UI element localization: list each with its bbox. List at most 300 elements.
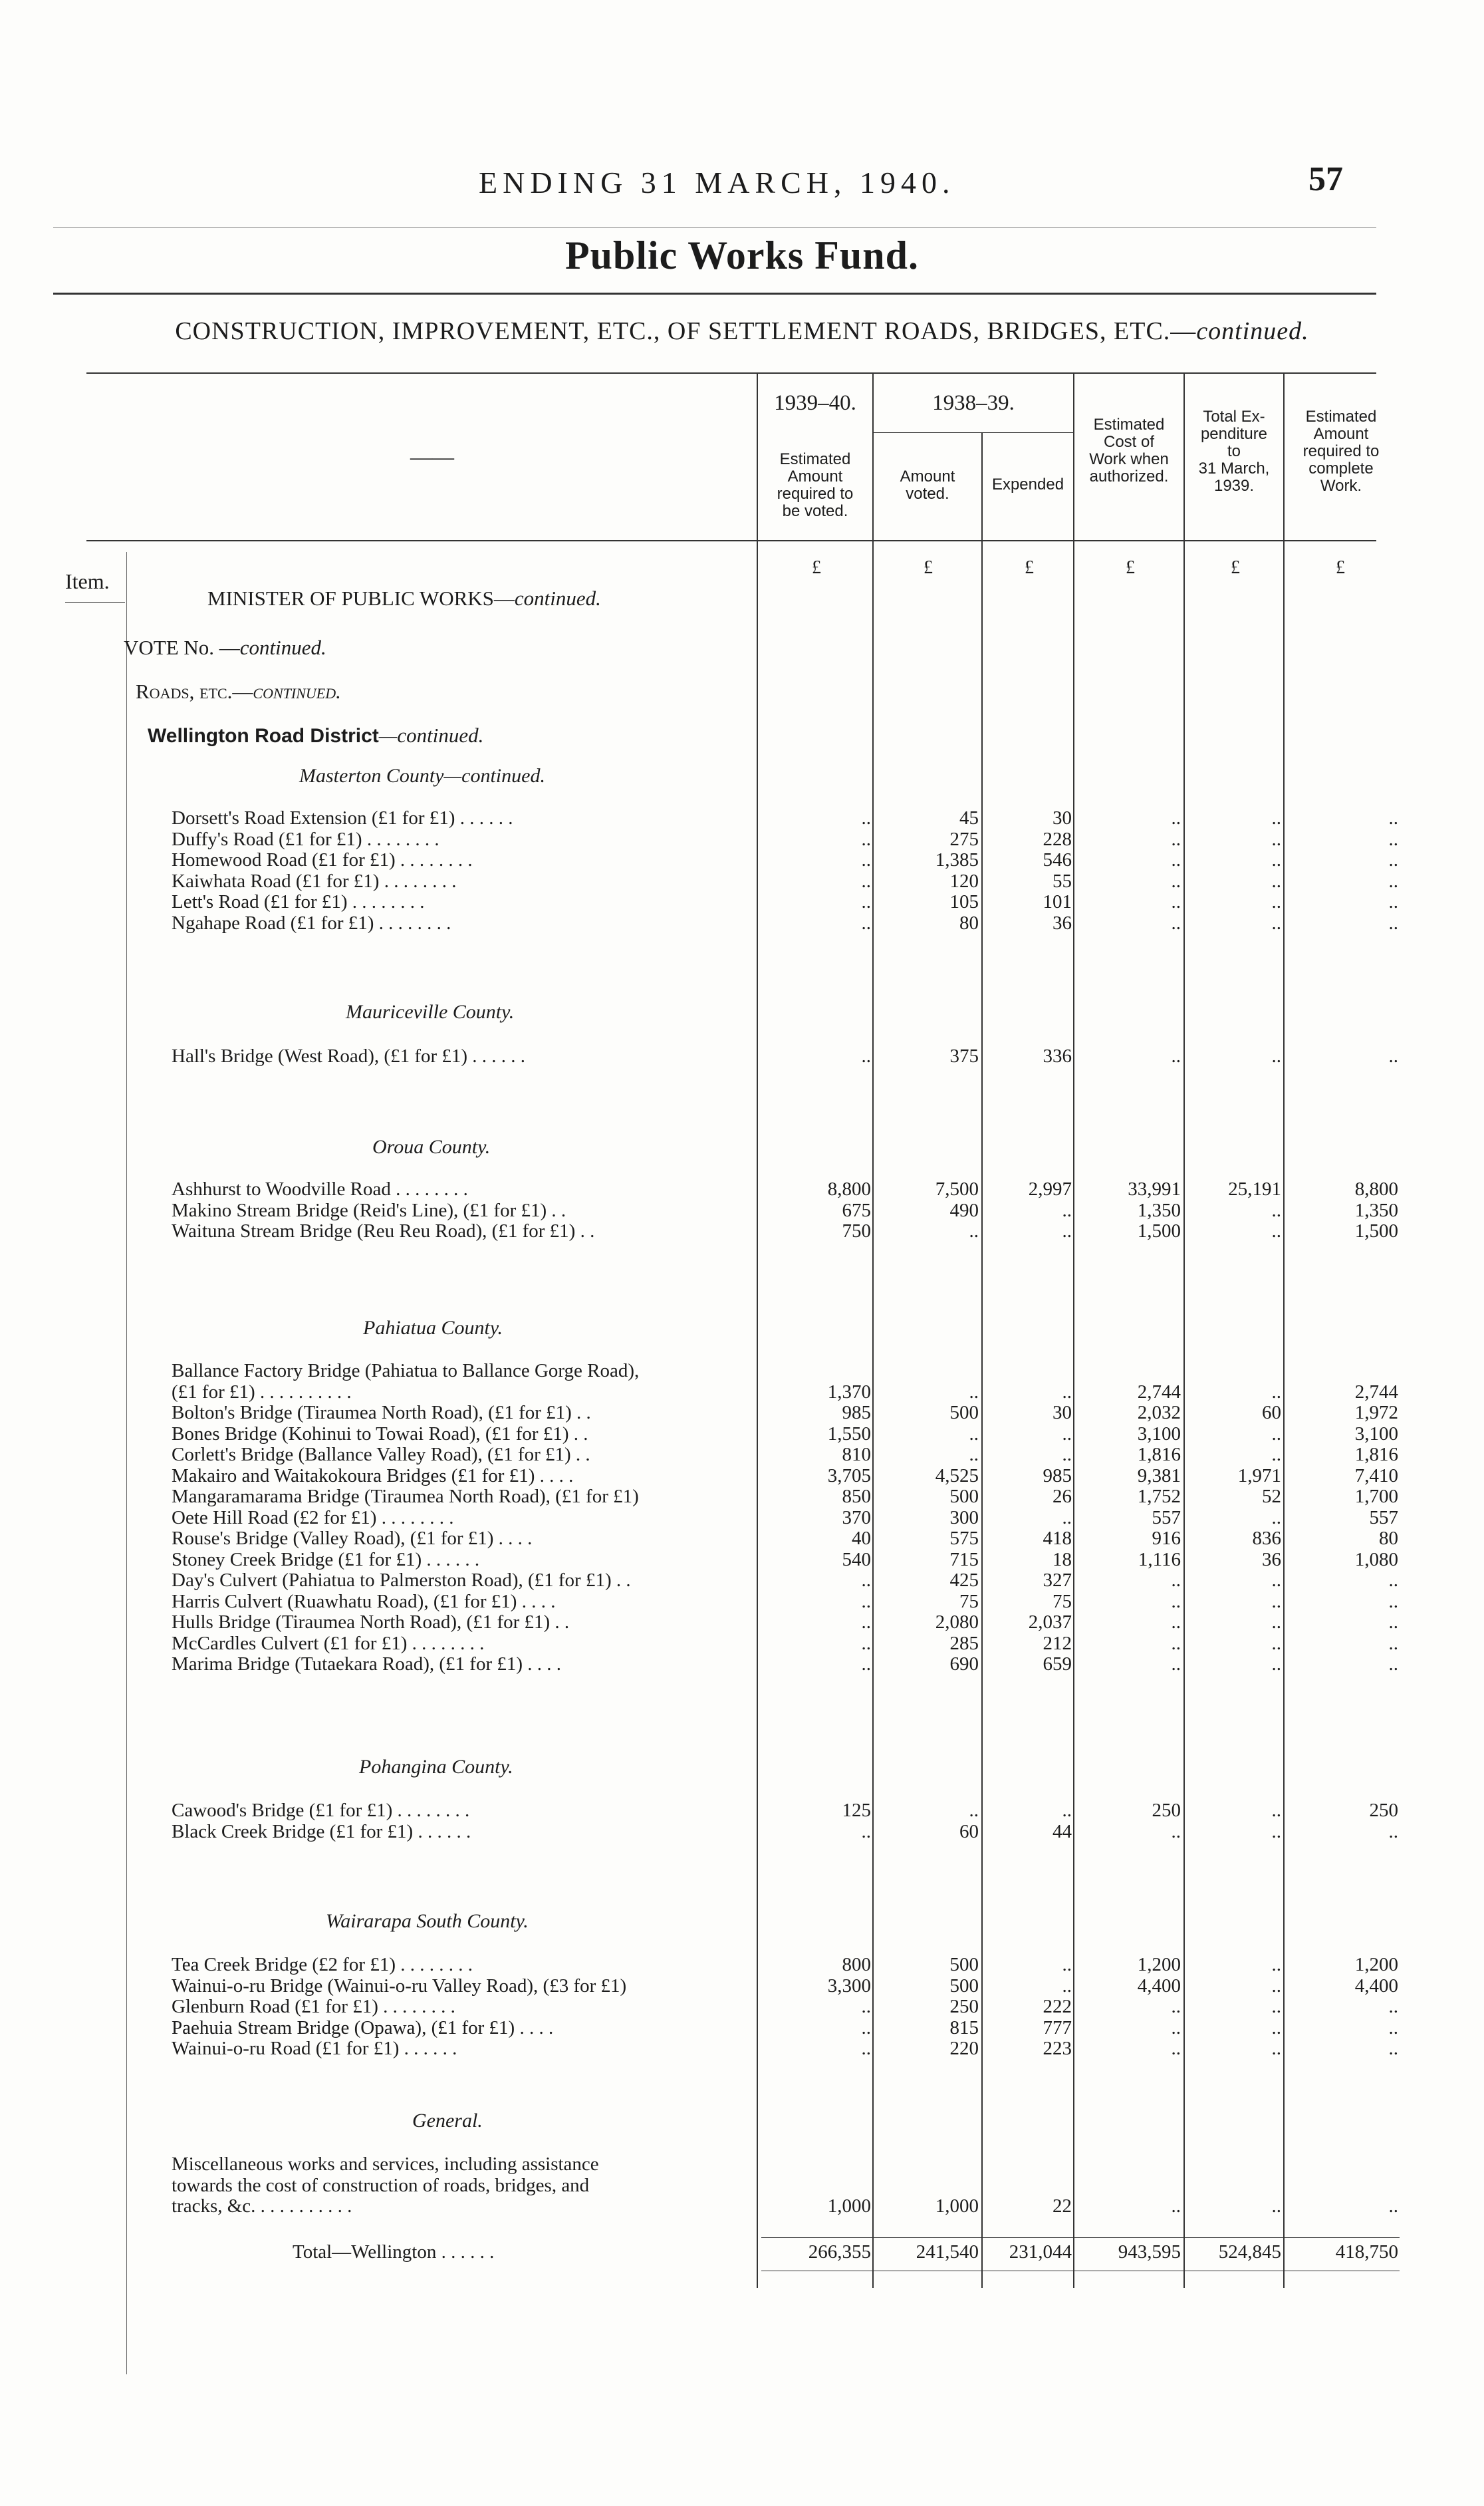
district-text: Wellington Road District <box>148 725 379 747</box>
cell-est-cost: .. <box>1171 912 1181 934</box>
cell-amount-voted: 500 <box>949 1486 979 1507</box>
cell-total-exp: .. <box>1271 1045 1281 1067</box>
cell-est-cost: 557 <box>1152 1506 1181 1528</box>
cell-est-amount: 3,300 <box>827 1975 871 1997</box>
cell-expended: 22 <box>1052 2195 1072 2217</box>
cell-amount-voted: 715 <box>949 1548 979 1570</box>
cell-expended: .. <box>1062 1954 1072 1975</box>
cell-est-complete: .. <box>1388 849 1398 871</box>
cell-est-complete: 80 <box>1379 1528 1398 1549</box>
col-head-line: required to <box>1302 442 1380 460</box>
row-description: Tea Creek Bridge (£2 for £1) . . . . . . . . <box>172 1954 473 1975</box>
rule-top <box>53 227 1376 228</box>
row-description: Black Creek Bridge (£1 for £1) . . . . . . <box>172 1820 471 1842</box>
cell-expended: 546 <box>1043 849 1072 871</box>
cell-est-complete: 1,500 <box>1354 1220 1398 1242</box>
cell-est-amount: .. <box>861 870 871 892</box>
col-divider-1 <box>872 372 874 2288</box>
cell-est-cost: 9,381 <box>1137 1464 1181 1486</box>
cell-est-cost: 1,816 <box>1137 1444 1181 1465</box>
cell-est-cost: 4,400 <box>1137 1975 1181 1997</box>
col-head-amount-voted <box>874 468 981 503</box>
cell-total-exp: .. <box>1271 1653 1281 1675</box>
col-head-line: Amount <box>1313 425 1369 443</box>
cell-amount-voted: 300 <box>949 1506 979 1528</box>
row-description: Rouse's Bridge (Valley Road), (£1 for £1) . . . . <box>172 1528 533 1549</box>
row-description: Ngahape Road (£1 for £1) . . . . . . . . <box>172 912 451 934</box>
cell-expended: 222 <box>1043 1996 1072 2017</box>
col-head-line: Estimated <box>1305 408 1377 426</box>
cell-est-cost: .. <box>1171 891 1181 912</box>
total-total-exp: 524,845 <box>1218 2241 1281 2263</box>
currency-symbol: £ <box>812 557 821 578</box>
item-label: Item. <box>65 569 110 593</box>
cell-expended: 659 <box>1043 1653 1072 1675</box>
cell-amount-voted: 275 <box>949 828 979 850</box>
cell-est-complete: 250 <box>1369 1800 1398 1821</box>
row-description: Corlett's Bridge (Ballance Valley Road), (£1 for £1) . . <box>172 1444 590 1465</box>
cell-est-complete: 1,080 <box>1354 1548 1398 1570</box>
cell-total-exp: .. <box>1271 2038 1281 2059</box>
roads-heading <box>136 680 341 704</box>
row-description: Cawood's Bridge (£1 for £1) . . . . . . . . <box>172 1800 470 1821</box>
cell-est-amount: 3,705 <box>827 1464 871 1486</box>
col-head-line: be voted. <box>782 502 848 520</box>
cell-est-complete: .. <box>1388 1611 1398 1633</box>
row-description: Harris Culvert (Ruawhatu Road), (£1 for £1) . . . . <box>172 1590 556 1612</box>
cell-est-amount: 540 <box>842 1548 871 1570</box>
col-head-line: penditure <box>1200 425 1268 443</box>
currency-symbol: £ <box>924 557 933 578</box>
row-description: Ballance Factory Bridge (Pahiatua to Ballance Gorge Road), <box>172 1360 640 1381</box>
cell-est-complete: .. <box>1388 1570 1398 1591</box>
cell-est-cost: 1,500 <box>1137 1220 1181 1242</box>
cell-amount-voted: 60 <box>959 1820 979 1842</box>
col-head-line: Estimated <box>1093 416 1165 434</box>
row-description: Hulls Bridge (Tiraumea North Road), (£1 for £1) . . <box>172 1611 570 1633</box>
cell-est-amount: 800 <box>842 1954 871 1975</box>
col-divider-4 <box>1183 372 1185 2288</box>
cell-total-exp: .. <box>1271 1506 1281 1528</box>
subtitle-text: CONSTRUCTION, IMPROVEMENT, ETC., OF SETTLEMENT ROADS, BRIDGES, ETC.— <box>175 317 1197 345</box>
vote-heading <box>124 636 326 660</box>
cell-est-cost: 1,200 <box>1137 1954 1181 1975</box>
cell-total-exp: .. <box>1271 828 1281 850</box>
row-description: tracks, &c. . . . . . . . . . . <box>172 2195 352 2217</box>
cell-est-cost: .. <box>1171 1632 1181 1654</box>
cell-est-cost: 3,100 <box>1137 1423 1181 1445</box>
section-title: Wairarapa South County. <box>326 1910 529 1932</box>
district-continued: —continued. <box>378 724 484 747</box>
cell-est-amount: .. <box>861 1653 871 1675</box>
total-top-rule <box>761 2237 1400 2238</box>
cell-est-amount: .. <box>861 1632 871 1654</box>
row-description: Wainui-o-ru Road (£1 for £1) . . . . . . <box>172 2038 457 2059</box>
cell-expended: .. <box>1062 1220 1072 1242</box>
total-amount-voted: 241,540 <box>916 2241 979 2263</box>
section-title: Masterton County—continued. <box>299 765 545 787</box>
row-description: towards the cost of construction of roads, bridges, and <box>172 2174 590 2196</box>
col-head-line: Total Ex- <box>1203 408 1265 426</box>
cell-expended: 30 <box>1052 1402 1072 1423</box>
cell-est-complete: .. <box>1388 2017 1398 2038</box>
cell-expended: 18 <box>1052 1548 1072 1570</box>
cell-est-complete: .. <box>1388 870 1398 892</box>
table-header-rule <box>86 540 1376 541</box>
cell-total-exp: .. <box>1271 1570 1281 1591</box>
cell-est-amount: 1,370 <box>827 1381 871 1403</box>
col-head-line: authorized. <box>1089 468 1169 486</box>
cell-expended: 44 <box>1052 1820 1072 1842</box>
cell-est-cost: .. <box>1171 807 1181 829</box>
cell-expended: 30 <box>1052 807 1072 829</box>
cell-est-cost: 33,991 <box>1128 1179 1181 1200</box>
col-head-line: Amount <box>787 468 843 486</box>
col-head-total-exp <box>1185 408 1283 495</box>
row-description: Glenburn Road (£1 for £1) . . . . . . . . <box>172 1996 455 2017</box>
cell-total-exp: 36 <box>1262 1548 1281 1570</box>
cell-est-amount: 675 <box>842 1199 871 1221</box>
row-description: Miscellaneous works and services, including assistance <box>172 2154 599 2175</box>
cell-est-amount: 850 <box>842 1486 871 1507</box>
cell-est-amount: 810 <box>842 1444 871 1465</box>
col-head-description: —— <box>410 446 454 470</box>
cell-amount-voted: 2,080 <box>935 1611 979 1633</box>
col-head-est-amount <box>758 451 872 520</box>
row-description: Wainui-o-ru Bridge (Wainui-o-ru Valley Road), (£3 for £1) <box>172 1975 627 1997</box>
cell-est-complete: .. <box>1388 807 1398 829</box>
cell-expended: .. <box>1062 1423 1072 1445</box>
row-description: Bones Bridge (Kohinui to Towai Road), (£1 for £1) . . <box>172 1423 588 1445</box>
cell-total-exp: .. <box>1271 849 1281 871</box>
cell-amount-voted: .. <box>969 1381 979 1403</box>
rule-title <box>53 293 1376 295</box>
cell-total-exp: .. <box>1271 1381 1281 1403</box>
cell-total-exp: .. <box>1271 807 1281 829</box>
cell-est-amount: .. <box>861 1590 871 1612</box>
row-description: Paehuia Stream Bridge (Opawa), (£1 for £1) . . . . <box>172 2017 554 2038</box>
cell-total-exp: 25,191 <box>1228 1179 1281 1200</box>
table-subtitle <box>0 317 1484 346</box>
cell-expended: .. <box>1062 1381 1072 1403</box>
cell-est-cost: .. <box>1171 1996 1181 2017</box>
cell-amount-voted: 105 <box>949 891 979 912</box>
cell-expended: 75 <box>1052 1590 1072 1612</box>
cell-expended: 777 <box>1043 2017 1072 2038</box>
cell-est-complete: .. <box>1388 1045 1398 1067</box>
cell-est-amount: .. <box>861 1996 871 2017</box>
cell-est-amount: .. <box>861 1820 871 1842</box>
col-divider-2 <box>981 432 983 2288</box>
row-description: Marima Bridge (Tutaekara Road), (£1 for £1) . . . . <box>172 1653 562 1675</box>
col-head-est-cost <box>1074 416 1183 486</box>
subtitle-continued: continued. <box>1196 317 1309 345</box>
minister-text: MINISTER OF PUBLIC WORKS— <box>207 587 515 610</box>
cell-est-amount: .. <box>861 912 871 934</box>
cell-est-cost: 2,744 <box>1137 1381 1181 1403</box>
cell-expended: 101 <box>1043 891 1072 912</box>
cell-total-exp: .. <box>1271 1820 1281 1842</box>
cell-est-cost: .. <box>1171 1820 1181 1842</box>
cell-total-exp: 1,971 <box>1237 1464 1281 1486</box>
section-title: Mauriceville County. <box>346 1001 515 1023</box>
cell-est-amount: 125 <box>842 1800 871 1821</box>
cell-expended: 2,997 <box>1028 1179 1072 1200</box>
cell-est-cost: .. <box>1171 849 1181 871</box>
cell-est-complete: 557 <box>1369 1506 1398 1528</box>
section-title: Pahiatua County. <box>363 1317 503 1339</box>
row-description: McCardles Culvert (£1 for £1) . . . . . . . . <box>172 1632 485 1654</box>
cell-est-complete: 3,100 <box>1354 1423 1398 1445</box>
cell-est-cost: .. <box>1171 1653 1181 1675</box>
cell-est-complete: .. <box>1388 891 1398 912</box>
col-divider-3 <box>1073 372 1074 2288</box>
currency-symbol: £ <box>1126 557 1135 578</box>
cell-est-complete: .. <box>1388 2195 1398 2217</box>
cell-amount-voted: 375 <box>949 1045 979 1067</box>
cell-total-exp: .. <box>1271 912 1281 934</box>
cell-total-exp: 836 <box>1252 1528 1281 1549</box>
cell-est-amount: .. <box>861 828 871 850</box>
cell-est-amount: 1,550 <box>827 1423 871 1445</box>
cell-amount-voted: 690 <box>949 1653 979 1675</box>
col-head-line: required to <box>777 485 854 503</box>
cell-amount-voted: 7,500 <box>935 1179 979 1200</box>
cell-est-complete: 1,700 <box>1354 1486 1398 1507</box>
cell-est-cost: .. <box>1171 828 1181 850</box>
vote-text: VOTE No. — <box>124 636 240 659</box>
roads-continued: continued. <box>253 680 341 703</box>
cell-est-cost: .. <box>1171 2017 1181 2038</box>
row-description: Ashhurst to Woodville Road . . . . . . . . <box>172 1179 468 1200</box>
cell-est-amount: .. <box>861 1611 871 1633</box>
cell-amount-voted: 490 <box>949 1199 979 1221</box>
col-head-line: Work when <box>1089 450 1169 468</box>
row-description: Stoney Creek Bridge (£1 for £1) . . . . . . <box>172 1548 480 1570</box>
cell-est-complete: 8,800 <box>1354 1179 1398 1200</box>
cell-est-cost: .. <box>1171 1570 1181 1591</box>
cell-expended: 55 <box>1052 870 1072 892</box>
cell-total-exp: .. <box>1271 891 1281 912</box>
cell-total-exp: .. <box>1271 2195 1281 2217</box>
cell-amount-voted: .. <box>969 1220 979 1242</box>
cell-amount-voted: 425 <box>949 1570 979 1591</box>
col-head-line: 31 March, <box>1198 460 1270 478</box>
cell-est-cost: .. <box>1171 870 1181 892</box>
cell-est-complete: .. <box>1388 828 1398 850</box>
col-head-line: Amount <box>900 468 955 486</box>
district-heading <box>148 724 483 748</box>
cell-est-complete: 1,972 <box>1354 1402 1398 1423</box>
cell-expended: 327 <box>1043 1570 1072 1591</box>
row-description: Dorsett's Road Extension (£1 for £1) . . . . . . <box>172 807 513 829</box>
cell-est-cost: .. <box>1171 2038 1181 2059</box>
col-divider-5 <box>1283 372 1285 2288</box>
cell-est-amount: .. <box>861 2017 871 2038</box>
row-description: Day's Culvert (Pahiatua to Palmerston Road), (£1 for £1) . . <box>172 1570 631 1591</box>
cell-total-exp: .. <box>1271 1996 1281 2017</box>
col-head-line: 1939. <box>1213 477 1255 495</box>
currency-symbol: £ <box>1336 557 1345 578</box>
cell-est-amount: 370 <box>842 1506 871 1528</box>
cell-est-cost: .. <box>1171 2195 1181 2217</box>
cell-est-amount: 750 <box>842 1220 871 1242</box>
cell-amount-voted: 500 <box>949 1402 979 1423</box>
cell-est-amount: 1,000 <box>827 2195 871 2217</box>
row-description: Bolton's Bridge (Tiraumea North Road), (£1 for £1) . . <box>172 1402 591 1423</box>
cell-total-exp: 60 <box>1262 1402 1281 1423</box>
cell-expended: 36 <box>1052 912 1072 934</box>
cell-est-cost: 1,350 <box>1137 1199 1181 1221</box>
cell-est-cost: 1,116 <box>1138 1548 1181 1570</box>
cell-amount-voted: .. <box>969 1444 979 1465</box>
row-description: Oete Hill Road (£2 for £1) . . . . . . . . <box>172 1506 454 1528</box>
cell-est-complete: .. <box>1388 912 1398 934</box>
section-title: Pohangina County. <box>359 1756 513 1778</box>
vote-continued: continued. <box>239 636 326 659</box>
cell-expended: 2,037 <box>1028 1611 1072 1633</box>
row-description: Hall's Bridge (West Road), (£1 for £1) . . . . . . <box>172 1045 526 1067</box>
cell-est-cost: .. <box>1171 1045 1181 1067</box>
row-description: Waituna Stream Bridge (Reu Reu Road), (£1 for £1) . . <box>172 1220 595 1242</box>
page-title: Public Works Fund. <box>564 233 920 277</box>
minister-heading <box>207 587 601 611</box>
cell-expended: .. <box>1062 1975 1072 1997</box>
col-head-line: Cost of <box>1103 433 1155 451</box>
section-title: Oroua County. <box>372 1136 491 1158</box>
cell-est-complete: 1,816 <box>1354 1444 1398 1465</box>
cell-total-exp: .. <box>1271 1444 1281 1465</box>
cell-total-exp: .. <box>1271 1199 1281 1221</box>
cell-est-amount: .. <box>861 2038 871 2059</box>
cell-est-complete: .. <box>1388 1820 1398 1842</box>
col-head-est-complete <box>1285 408 1398 495</box>
cell-est-complete: .. <box>1388 1996 1398 2017</box>
cell-total-exp: .. <box>1271 2017 1281 2038</box>
cell-est-amount: .. <box>861 849 871 871</box>
item-underline <box>65 602 125 603</box>
currency-symbol: £ <box>1231 557 1240 578</box>
total-est-complete: 418,750 <box>1335 2241 1398 2263</box>
cell-est-complete: .. <box>1388 1590 1398 1612</box>
col-head-line: voted. <box>906 485 949 503</box>
cell-expended: 228 <box>1043 828 1072 850</box>
cell-est-complete: .. <box>1388 1653 1398 1675</box>
cell-est-amount: .. <box>861 1570 871 1591</box>
cell-amount-voted: 1,385 <box>935 849 979 871</box>
cell-total-exp: .. <box>1271 1611 1281 1633</box>
cell-total-exp: .. <box>1271 1590 1281 1612</box>
currency-symbol: £ <box>1025 557 1034 578</box>
cell-expended: 985 <box>1043 1464 1072 1486</box>
cell-est-amount: .. <box>861 891 871 912</box>
col-head-line: to <box>1227 442 1241 460</box>
cell-expended: 223 <box>1043 2038 1072 2059</box>
cell-total-exp: .. <box>1271 1800 1281 1821</box>
cell-est-amount: 40 <box>852 1528 871 1549</box>
cell-expended: 26 <box>1052 1486 1072 1507</box>
row-description: Mangaramarama Bridge (Tiraumea North Road), (£1 for £1) <box>172 1486 639 1507</box>
cell-amount-voted: 1,000 <box>935 2195 979 2217</box>
col-head-1938-39: 1938–39. <box>932 391 1015 415</box>
cell-total-exp: .. <box>1271 1220 1281 1242</box>
col-head-1939-40: 1939–40. <box>774 391 856 415</box>
cell-est-amount: 985 <box>842 1402 871 1423</box>
cell-total-exp: 52 <box>1262 1486 1281 1507</box>
cell-amount-voted: 45 <box>959 807 979 829</box>
cell-amount-voted: 500 <box>949 1975 979 1997</box>
cell-amount-voted: .. <box>969 1423 979 1445</box>
cell-total-exp: .. <box>1271 1632 1281 1654</box>
cell-est-complete: 1,350 <box>1354 1199 1398 1221</box>
cell-est-amount: .. <box>861 1045 871 1067</box>
cell-amount-voted: 4,525 <box>935 1464 979 1486</box>
cell-est-amount: .. <box>861 807 871 829</box>
cell-total-exp: .. <box>1271 1423 1281 1445</box>
cell-est-complete: 7,410 <box>1354 1464 1398 1486</box>
total-est-cost: 943,595 <box>1118 2241 1181 2263</box>
cell-expended: .. <box>1062 1506 1072 1528</box>
cell-amount-voted: 500 <box>949 1954 979 1975</box>
table-top-rule <box>86 372 1376 374</box>
cell-amount-voted: 220 <box>949 2038 979 2059</box>
cell-est-cost: 250 <box>1152 1800 1181 1821</box>
row-description: Kaiwhata Road (£1 for £1) . . . . . . . . <box>172 870 457 892</box>
running-title: ENDING 31 MARCH, 1940. <box>479 166 955 200</box>
row-description: Duffy's Road (£1 for £1) . . . . . . . . <box>172 828 439 850</box>
cell-est-complete: .. <box>1388 2038 1398 2059</box>
cell-amount-voted: 80 <box>959 912 979 934</box>
section-title: General. <box>412 2110 483 2132</box>
page-number: 57 <box>1308 160 1343 198</box>
col-divider-0 <box>757 372 758 2288</box>
cell-est-complete: 4,400 <box>1354 1975 1398 1997</box>
cell-est-amount: 8,800 <box>827 1179 871 1200</box>
cell-expended: 418 <box>1043 1528 1072 1549</box>
col-head-expended: Expended <box>991 476 1064 493</box>
item-divider <box>126 552 127 2374</box>
total-expended: 231,044 <box>1009 2241 1072 2263</box>
row-description: (£1 for £1) . . . . . . . . . . <box>172 1381 352 1403</box>
cell-expended: 336 <box>1043 1045 1072 1067</box>
cell-total-exp: .. <box>1271 1954 1281 1975</box>
row-description: Makino Stream Bridge (Reid's Line), (£1 for £1) . . <box>172 1199 566 1221</box>
cell-total-exp: .. <box>1271 1975 1281 1997</box>
roads-text: Roads, etc.— <box>136 680 253 703</box>
cell-est-complete: .. <box>1388 1632 1398 1654</box>
cell-est-cost: .. <box>1171 1590 1181 1612</box>
col-head-line: complete <box>1308 460 1374 478</box>
col-head-line: Work. <box>1320 477 1362 495</box>
cell-amount-voted: 575 <box>949 1528 979 1549</box>
col-head-line: Estimated <box>779 450 851 468</box>
header-subrule <box>872 432 1073 433</box>
row-description: Homewood Road (£1 for £1) . . . . . . . . <box>172 849 473 871</box>
cell-est-complete: 1,200 <box>1354 1954 1398 1975</box>
cell-amount-voted: 75 <box>959 1590 979 1612</box>
cell-est-complete: 2,744 <box>1354 1381 1398 1403</box>
cell-amount-voted: 120 <box>949 870 979 892</box>
cell-expended: .. <box>1062 1800 1072 1821</box>
cell-expended: .. <box>1062 1444 1072 1465</box>
row-description: Makairo and Waitakokoura Bridges (£1 for £1) . . . . <box>172 1464 574 1486</box>
total-est-amount: 266,355 <box>808 2241 871 2263</box>
cell-amount-voted: 815 <box>949 2017 979 2038</box>
row-description: Lett's Road (£1 for £1) . . . . . . . . <box>172 891 425 912</box>
cell-amount-voted: 285 <box>949 1632 979 1654</box>
cell-est-cost: 1,752 <box>1137 1486 1181 1507</box>
cell-est-cost: 2,032 <box>1137 1402 1181 1423</box>
